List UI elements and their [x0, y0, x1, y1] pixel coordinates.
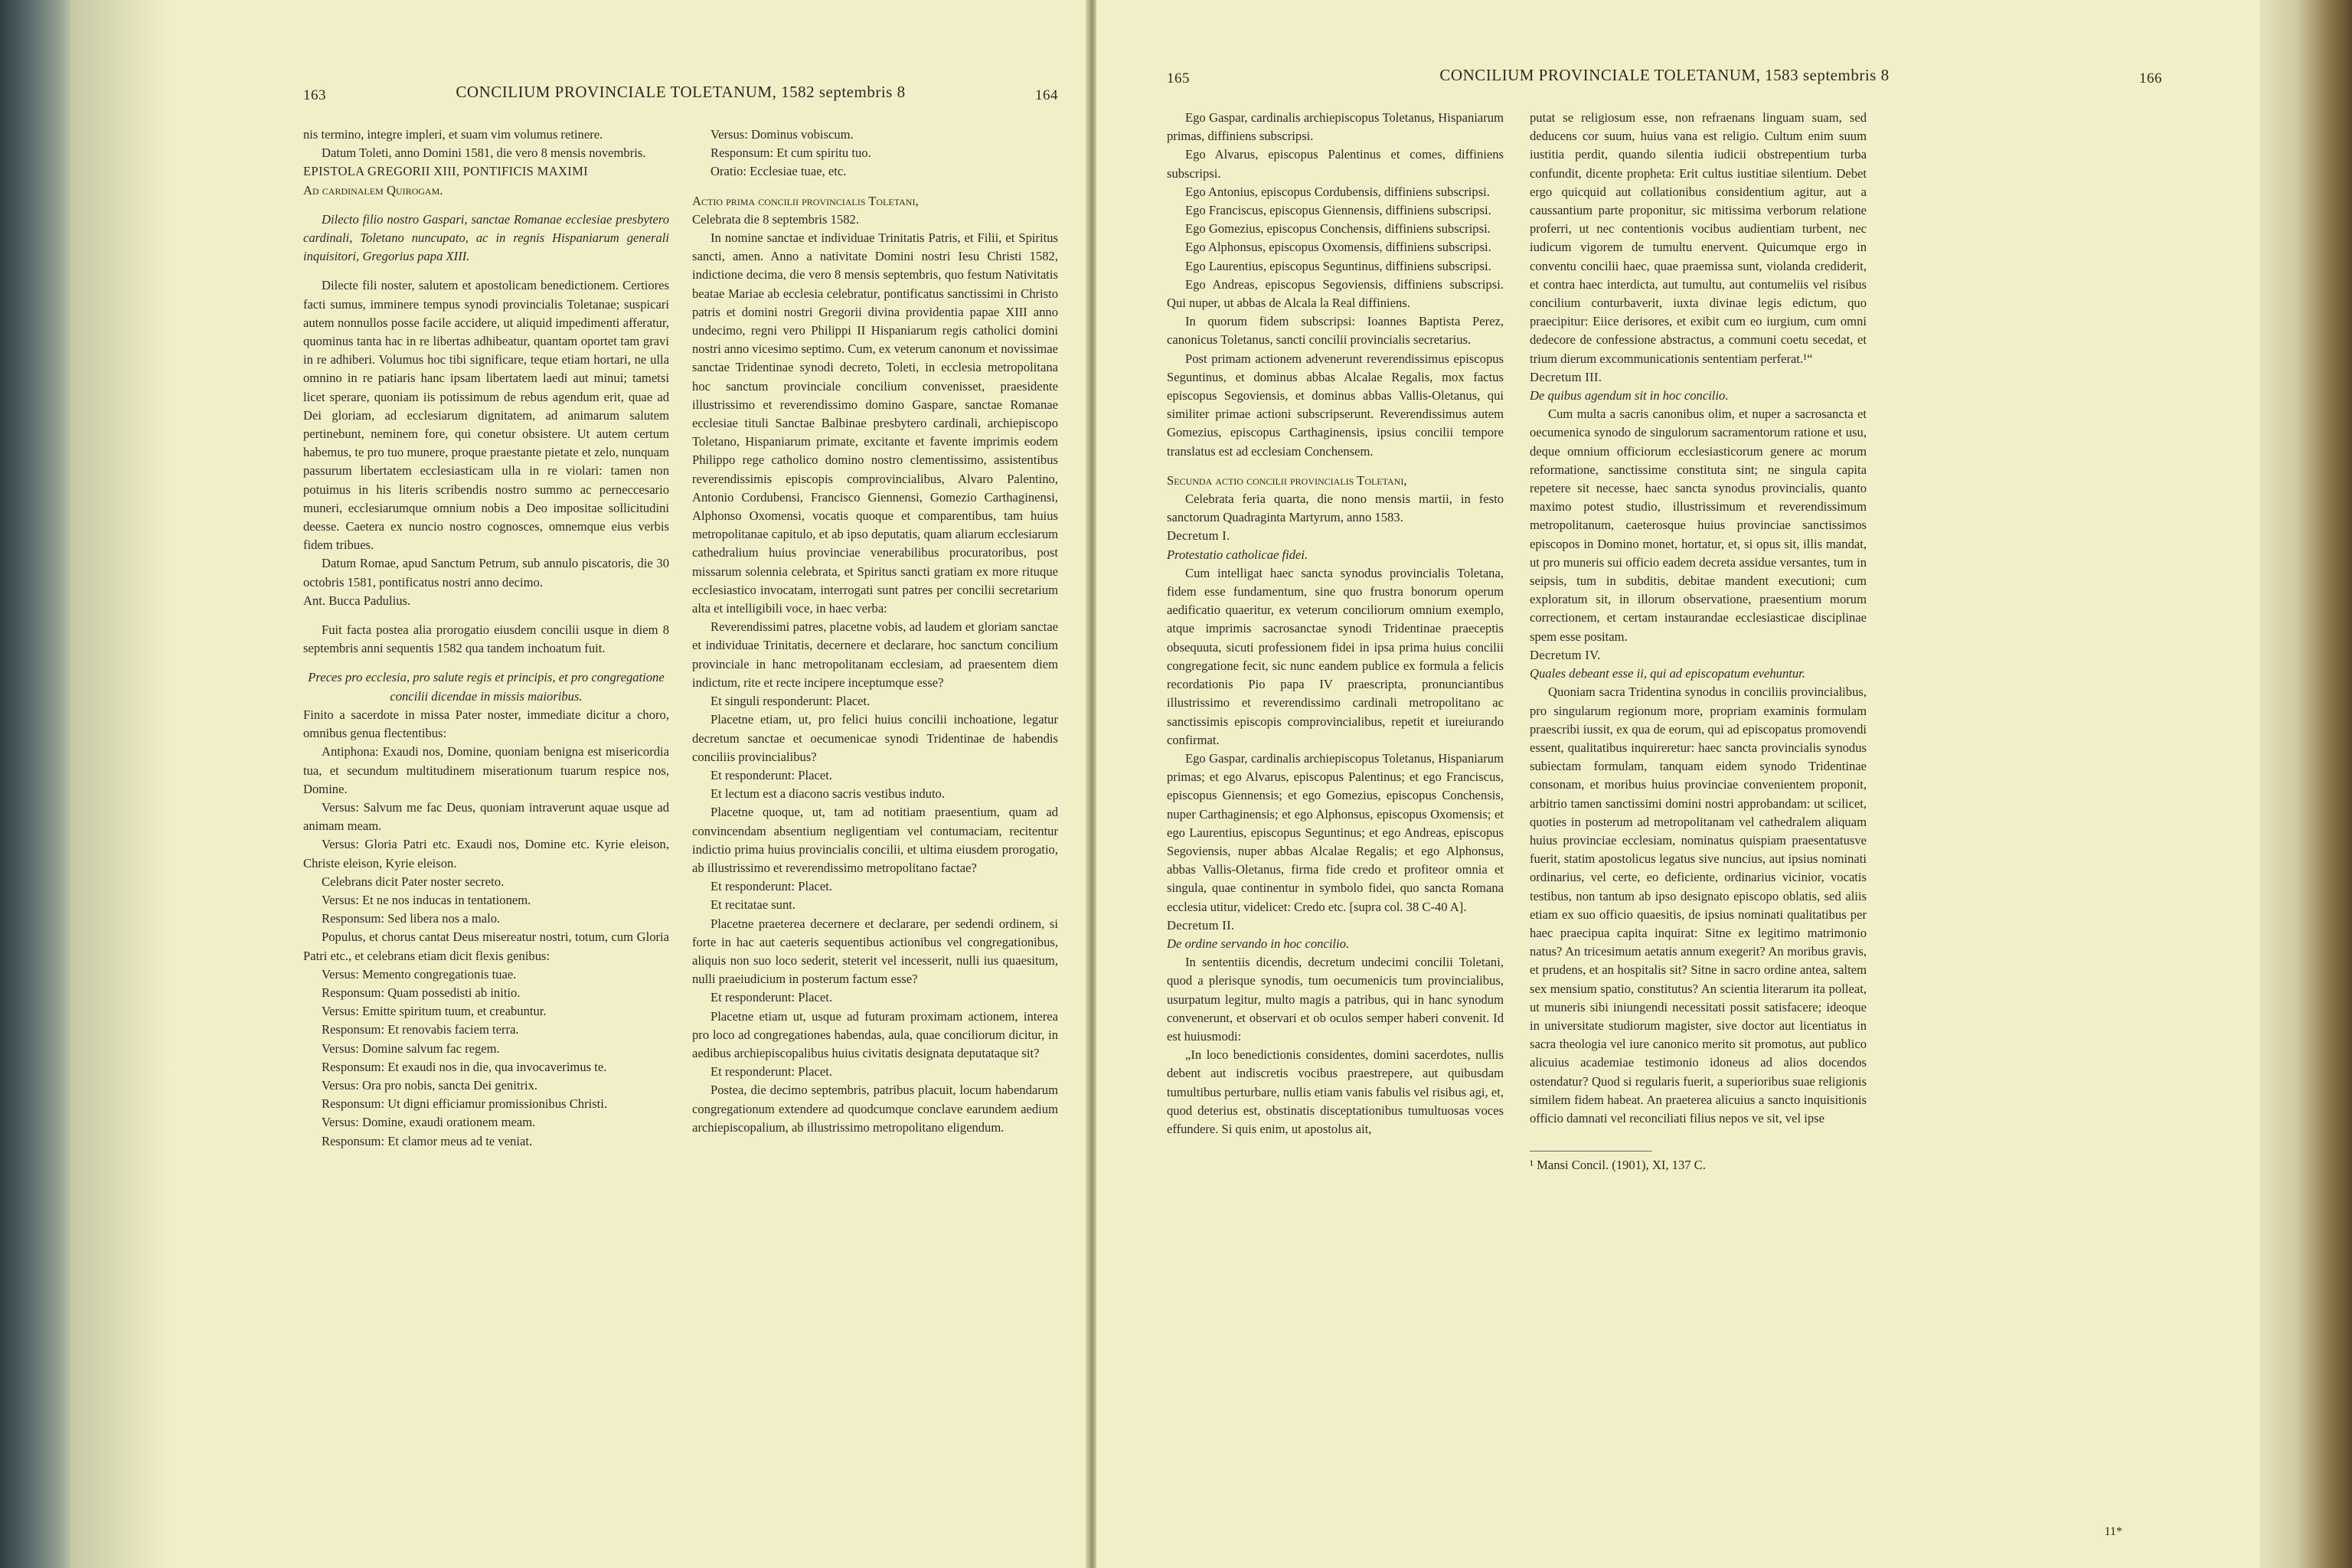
paragraph: Versus: Salvum me fac Deus, quoniam intraverunt aquae usque ad animam meam.	[303, 799, 669, 834]
subheading: Secunda actio concilii provincialis Toletani,	[1167, 472, 1407, 488]
paragraph: Et responderunt: Placet.	[710, 990, 832, 1005]
paragraph: Cum intelligat haec sancta synodus provincialis Toletana, fidem esse fundamentum, sine quo frustra bonorum operum aedificatio quaeritur, ex veterum conciliorum omnium exemplo, atque imprimis sacrosanctae synodi Tridentinae praeceptis obsequuta, sicuti professionem fidei in ipsa prima huius concilii congregatione fecit, sic nunc eandem publice ex formula a felicis recordationis Pio papa IV praescripta, pronunciantibus illustrissimo et reverendissimo cardinali metropolitano ac sanctissimis episcopis comprovincialibus, repetit et iureiurando confirmat.	[1167, 565, 1504, 747]
paragraph: Versus: Gloria Patri etc. Exaudi nos, Domine etc. Kyrie eleison, Christe eleison, Kyrie eleison.	[303, 837, 669, 871]
paragraph: Placetne quoque, ut, tam ad notitiam praesentium, quam ad convincendam absentium negligentiam vel contumaciam, recitentur indictio prima huius provincialis concilii, et ultima eiusdem prorogatio, ab illustrissimo et reverendissimo metropolitano factae?	[692, 805, 1058, 875]
left-page-column-2	[692, 126, 1058, 1151]
paragraph: Ego Laurentius, episcopus Seguntinus, diffiniens subscripsi.	[1185, 258, 1491, 273]
paragraph: Ego Gomezius, episcopus Conchensis, diffiniens subscripsi.	[1185, 221, 1491, 237]
running-title: CONCILIUM PROVINCIALE TOLETANUM, 1582 septembris 8	[456, 83, 906, 101]
paragraph: Populus, et chorus cantat Deus misereatur nostri, totum, cum Gloria Patri etc., et celebrans etiam dicit flexis genibus:	[303, 929, 669, 963]
paragraph: Versus: Dominus vobiscum.	[710, 127, 854, 142]
footnote: ¹ Mansi Concil. (1901), XI, 137 C.	[1530, 1158, 1706, 1173]
paragraph: Ego Franciscus, episcopus Giennensis, diffiniens subscripsi.	[1185, 203, 1491, 218]
left-page-column-1	[303, 126, 669, 1151]
section-heading: Decretum I.	[1167, 528, 1230, 544]
subheading: Ad cardinalem Quirogam.	[303, 182, 443, 198]
paragraph: Ego Andreas, episcopus Segoviensis, diffiniens subscripsi. Qui nuper, ut abbas de Alcala la Real diffiniens.	[1167, 276, 1504, 311]
paragraph: Et responderunt: Placet.	[710, 879, 832, 894]
paragraph: „In loco benedictionis considentes, domini sacerdotes, nullis debent aut indiscretis vocibus praestrepere, aut quibusdam tumultibus perturbare, nullis etiam vanis fabulis vel risibus agi, et, quod deterius est, obstinatis disceptationibus tumultuosas voces effundere. Si quis enim, ut apostolus ait,	[1167, 1047, 1504, 1136]
paragraph: Versus: Memento congregationis tuae.	[322, 966, 517, 982]
paragraph: Versus: Domine, exaudi orationem meam.	[322, 1115, 536, 1130]
paragraph: Responsum: Et renovabis faciem terra.	[322, 1022, 519, 1037]
footnote-rule	[1530, 1151, 1652, 1156]
page-number: 166	[2139, 70, 2162, 87]
subheading: Protestatio catholicae fidei.	[1167, 547, 1308, 562]
paragraph: Finito a sacerdote in missa Pater noster, immediate dicitur a choro, omnibus genua flectentibus:	[303, 707, 669, 741]
paragraph: Et singuli responderunt: Placet.	[710, 694, 871, 709]
left-page-shade	[70, 0, 170, 1568]
subheading: De ordine servando in hoc concilio.	[1167, 936, 1350, 951]
right-page	[1096, 0, 2260, 1568]
paragraph: Responsum: Sed libera nos a malo.	[322, 911, 501, 926]
paragraph: nis termino, integre impleri, et suam vim volumus retinere.	[303, 127, 603, 142]
paragraph: Versus: Domine salvum fac regem.	[322, 1040, 500, 1056]
paragraph: Ego Gaspar, cardinalis archiepiscopus Toletanus, Hispaniarum primas, diffiniens subscripsi.	[1167, 110, 1504, 144]
paragraph: Placetne etiam, ut, pro felici huius concilii inchoatione, legatur decretum sanctae et oecumenicae synodi Tridentinae de habendis conciliis provincialibus?	[692, 712, 1058, 764]
running-title: CONCILIUM PROVINCIALE TOLETANUM, 1583 septembris 8	[1439, 66, 1890, 84]
paragraph: In quorum fidem subscripsi: Ioannes Baptista Perez, canonicus Toletanus, sancti concilii provincialis secretarius.	[1167, 314, 1504, 348]
left-book-edge	[0, 0, 70, 1568]
paragraph: Reverendissimi patres, placetne vobis, ad laudem et gloriam sanctae et individuae Trinitatis, decernere et declarare, hoc sanctum concilium provinciale in hanc metropolitanam ecclesiam, ad praesentem diem indictum, rite et recte incipere inceptumque esse?	[692, 619, 1058, 690]
paragraph: Responsum: Et clamor meus ad te veniat.	[322, 1133, 533, 1148]
left-page-header	[303, 80, 1058, 113]
page-number: 163	[303, 87, 326, 103]
paragraph: Post primam actionem advenerunt reverendissimus episcopus Seguntinus, et dominus abbas Alcalae Regalis, mox factus episcopus Segoviensis, et dominus abbas Vallis-Oletanus, qui similiter primae actioni subscripserunt. Reverendissimus autem Gomezius, episcopus Carthaginensis, ipsius concilii tempore translatus est ad ecclesiam Conchensem.	[1167, 351, 1504, 459]
subheading: Quales debeant esse ii, qui ad episcopatum evehuntur.	[1530, 666, 1805, 681]
paragraph: Responsum: Et cum spiritu tuo.	[710, 145, 871, 161]
paragraph: Et recitatae sunt.	[710, 897, 796, 913]
subheading: Actio prima concilii provincialis Toletani,	[692, 193, 919, 208]
paragraph: Placetne etiam ut, usque ad futuram proximam actionem, interea pro loco ad congregationes habendas, aula, quae conciliorum dicitur, in aedibus archiepiscopalibus huius civitatis designata deputataque sit?	[692, 1008, 1058, 1060]
paragraph: Cum multa a sacris canonibus olim, et nuper a sacrosancta et oecumenica synodo de singulorum sacramentorum ratione et usu, deque omnium officiorum ecclesiasticorum genere ac morum reformatione, sanctissime constituta sint; ne singula capita repetere sit necesse, haec sancta synodus provincialis, quanto maximo potest studio, illustrissimum et reverendissimum metropolitanum, caeterosque huius provinciae sanctissimos episcopos in Domino monet, hortatur, et, si opus sit, illis mandat, ut pro muneris sui officio eadem decreta assidue versantes, tum in seipsis, tum in subditis, debitae mandent executioni; cum exploratum sit, in illorum observatione, praesentium morum correctionem, et certam instaurandae ecclesiasticae disciplinae spem esse positam.	[1530, 407, 1867, 644]
paragraph: Dilecte fili noster, salutem et apostolicam benedictionem. Certiores facti sumus, imminere tempus synodi provincialis Toletanae; suspicari autem nonnullos posse facile accidere, ut aliquid impedimenti afferatur, quominus tanta hac in re libertas adhibeatur, quantam oportet tam gravi in re adhiberi. Volumus hoc tibi significare, teque etiam hortari, ne ulla omnino in re patiaris hanc ipsam libertatem laedi aut minui; tametsi licet sperare, quoniam iis potissimum de rebus agendum erit, quae ad Dei gloriam, ad ecclesiarum dignitatem, ad animarum salutem pertinebunt, neminem fore, qui conetur obsistere. Ut autem certum habemus, te pro tuo munere, proque praestante pietate et zelo, nunquam passurum libertatem ecclesiasticam ulla in re violari: tamen non potuimus in his literis scribendis nostro summo ac perneccesario muneri, ecclesiarumque omnium nobis a Deo impositae sollicitudini deesse. Caetera ex nuncio nostro cognosces, omnemque eius verbis fidem tribues.	[303, 278, 669, 553]
paragraph: Ego Alvarus, episcopus Palentinus et comes, diffiniens subscripsi.	[1167, 147, 1504, 181]
paragraph: Celebrans dicit Pater noster secreto.	[322, 874, 505, 889]
subheading: Preces pro ecclesia, pro salute regis et principis, et pro congregatione concilii dicendae in missis maioribus.	[308, 670, 665, 704]
right-page-column-2	[1530, 109, 1867, 1174]
paragraph: Versus: Emitte spiritum tuum, et creabuntur.	[322, 1004, 547, 1019]
section-heading: Decretum III.	[1530, 369, 1602, 384]
left-page	[70, 0, 1086, 1568]
paragraph: Et lectum est a diacono sacris vestibus induto.	[710, 786, 945, 802]
subheading: De quibus agendum sit in hoc concilio.	[1530, 388, 1729, 403]
section-heading: Decretum II.	[1167, 917, 1235, 933]
paragraph: Oratio: Ecclesiae tuae, etc.	[710, 164, 847, 179]
right-page-header	[1167, 63, 2162, 96]
book-gutter	[1086, 0, 1096, 1568]
paragraph: In sententiis dicendis, decretum undecimi concilii Toletani, quod a plerisque synodis, tum oecumenicis tum provincialibus, usurpatum legitur, multo magis a patribus, qui in hanc synodum convenerunt, et observari et ob oculos semper haberi convenit. Id est huiusmodi:	[1167, 955, 1504, 1044]
page-number: 164	[1035, 87, 1058, 103]
right-page-column-1	[1167, 109, 1504, 1174]
paragraph: Responsum: Quam possedisti ab initio.	[322, 985, 521, 1000]
section-heading: EPISTOLA GREGORII XIII, PONTIFICIS MAXIMI	[303, 164, 588, 179]
paragraph: Ego Alphonsus, episcopus Oxomensis, diffiniens subscripsi.	[1185, 240, 1491, 255]
signature-mark: 11*	[2104, 1525, 2122, 1538]
paragraph: Responsum: Ut digni efficiamur promissionibus Christi.	[322, 1096, 608, 1112]
subheading: Celebrata die 8 septembris 1582.	[692, 211, 859, 227]
paragraph: Placetne praeterea decernere et declarare, per sedendi ordinem, si forte in hac aut caeteris sequentibus actionibus vel congregationibus, aliquis non suo loco sederit, steterit vel incesserit, nulli ius quaesitum, nulli praeiudicium in posterum factum esse?	[692, 916, 1058, 987]
paragraph: Datum Toleti, anno Domini 1581, die vero 8 mensis novembris.	[322, 145, 646, 161]
paragraph: Et responderunt: Placet.	[710, 767, 832, 782]
paragraph: Postea, die decimo septembris, patribus placuit, locum habendarum congregationum extendere ad quodcumque conclave earundem aedium archiepiscopalium, ab illustrissimo metropolitano eligendum.	[692, 1083, 1058, 1135]
paragraph: Versus: Ora pro nobis, sancta Dei genitrix.	[322, 1077, 538, 1093]
paragraph: putat se religiosum esse, non refraenans linguam suam, sed deducens cor suum, huius vana est religio. Cultum enim suum iustitia perdit, quando silentia iudicii obstrepentium turba confundit, dicente propheta: Erit cultus iustitiae silentium. Debet ergo quicquid aut collationibus considentium agitur, aut a caussantium parte proponitur, sic mitissima verborum relatione proferri, ut nec contentionis vocibus audientiam turbent, nec iudicum vigorem de tumultu enervent. Quicumque ergo in conventu concilii haec, quae praemissa sunt, violanda crediderit, et contra haec interdicta, aut tumultu, aut contumeliis vel risibus concilium conturbaverit, iuxta divinae legis edictum, quo praecipitur: Eiice derisores, et exibit cum eo iurgium, cum omni dedecore de confessione abstractus, a communi coetu secedat, et trium dierum excommunicationis sententiam perferat.¹“	[1530, 110, 1867, 366]
paragraph: Responsum: Et exaudi nos in die, qua invocaverimus te.	[322, 1059, 607, 1074]
paragraph: Ego Antonius, episcopus Cordubensis, diffiniens subscripsi.	[1185, 184, 1490, 199]
paragraph: Ego Gaspar, cardinalis archiepiscopus Toletanus, Hispaniarum primas; et ego Alvarus, episcopus Palentinus; et ego Franciscus, episcopus Giennensis; et ego Gomezius, episcopus Conchensis, nuper Carthaginensis; et ego Alphonsus, episcopus Oxomensis; et ego Laurentius, episcopus Seguntinus; et ego Andreas, episcopus Segoviensis, nuper abbas Alcalae Regalis; et ego Alphonsus, abbas Vallis-Oletanus, firma fide credo et profiteor omnia et singula, quae continentur in symbolo fidei, quo sancta Romana ecclesia utitur, videlicet: Credo etc. [supra col. 38 C-40 A].	[1167, 750, 1504, 914]
paragraph: Antiphona: Exaudi nos, Domine, quoniam benigna est misericordia tua, et secundum multitudinem miserationum tuarum respice nos, Domine.	[303, 744, 669, 796]
signature-line: Ant. Bucca Padulius.	[303, 593, 411, 608]
right-book-edge	[2260, 0, 2352, 1568]
page-number: 165	[1167, 70, 1190, 87]
paragraph: Et responderunt: Placet.	[710, 1064, 832, 1080]
paragraph: In nomine sanctae et individuae Trinitatis Patris, et Filii, et Spiritus sancti, amen. Anno a nativitate Domini nostri Iesu Christi 1582, indictione decima, die vero 8 mensis septembris, quo festum Nativitatis beatae Mariae ab ecclesia celebratur, pontificatus sanctissimi in Christo patris et domini nostri Gregorii divina providentia papae XIII anno undecimo, regni vero Philippi II Hispaniarum regis catholici domini nostri anno vicesimo septimo. Cum, ex veterum canonum et novissimae sanctae Tridentinae synodi decreto, Toleti, in ecclesia metropolitana hoc sanctum provinciale concilium convenisset, praesidente illustrissimo et reverendissimo domino Gaspare, sanctae Romanae ecclesiae tituli Sanctae Balbinae presbytero cardinali, archiepiscopo Toletano, Hispaniarum primate, excitante et favente imprimis eodem Philippo rege catholico domino nostro clementissimo, assistentibus reverendissimis episcopis comprovincialibus, Alvaro Palentino, Antonio Cordubensi, Francisco Giennensi, Gomezio Carthaginensi, Alphonso Oxomensi, vocatis quoque et comparentibus, tam huius metropolitanae capitulo, et ab ipso deputatis, quam aliarum ecclesiarum cathedralium huius provinciae venerabilibus procuratoribus, post missarum solennia celebrata, et Spiritus sancti gratiam ex more rituque ecclesiastico invocatam, interrogati sunt patres per concilii secretarium alta et intelligibili voce, in haec verba:	[692, 230, 1058, 616]
paragraph: Celebrata feria quarta, die nono mensis martii, in festo sanctorum Quadraginta Martyrum, anno 1583.	[1167, 492, 1504, 525]
paragraph: Dilecto filio nostro Gaspari, sanctae Romanae ecclesiae presbytero cardinali, Toletano nuncupato, ac in regnis Hispaniarum generali inquisitori, Gregorius papa XIII.	[303, 211, 669, 264]
paragraph: Quoniam sacra Tridentina synodus in conciliis provincialibus, pro singularum regionum more, propriam examinis formulam praescribi iussit, ex qua de eorum, qui ad episcopatus promovendi essent, qualitatibus inquireretur: haec sancta provincialis synodus subiectam formulam, tanquam eidem synodo Tridentinae consonam, et moribus huius provinciae convenientem proponit, arbitrio tamen sanctissimi domini nostri approbandam: ut scilicet, quoties in posterum ad metropolitanam vel cathedralem aliquam huius provinciae ecclesiam, nominatus quispiam praesentatusve fuerit, statim apostolicus legatus sive nuncius, aut ipsius nominati ordinarius, vel certe, eo deficiente, ordinarius vicinior, vocatis testibus, non tantum ab ipso designato episcopo oblatis, sed aliis etiam ex suo officio quaesitis, de ipsius nominati qualitatibus per haec praecipua capita inquirat: Sitne ex legitimo matrimonio natus? An tricesimum aetatis annum exegerit? An moribus gravis, et prudens, et an hospitalis sit? Sitne in sacro ordine antea, saltem sex mensium spatio, constitutus? An scientia literarum ita polleat, ut muneris sibi iniungendi necessitati possit satisfacere; ideoque in universitate studiorum magister, sive doctor aut licentiatus in sacra theologia vel iure canonico merito sit promotus, aut publico alicuius academiae testimonio idoneus ad alios docendos ostendatur? Quod si regularis fuerit, a superioribus suae religionis similem fidem habeat. An praeterea alicuius a sancto inquisitionis officio damnati vel reconciliati filius nepos ve sit, vel ipse	[1530, 684, 1867, 1125]
paragraph: Datum Romae, apud Sanctum Petrum, sub annulo piscatoris, die 30 octobris 1581, pontificatus nostri anno decimo.	[303, 556, 669, 590]
section-heading: Decretum IV.	[1530, 647, 1601, 662]
paragraph: Fuit facta postea alia prorogatio eiusdem concilii usque in diem 8 septembris anni sequentis 1582 qua tandem inchoatum fuit.	[303, 622, 669, 656]
paragraph: Versus: Et ne nos inducas in tentationem.	[322, 892, 531, 907]
